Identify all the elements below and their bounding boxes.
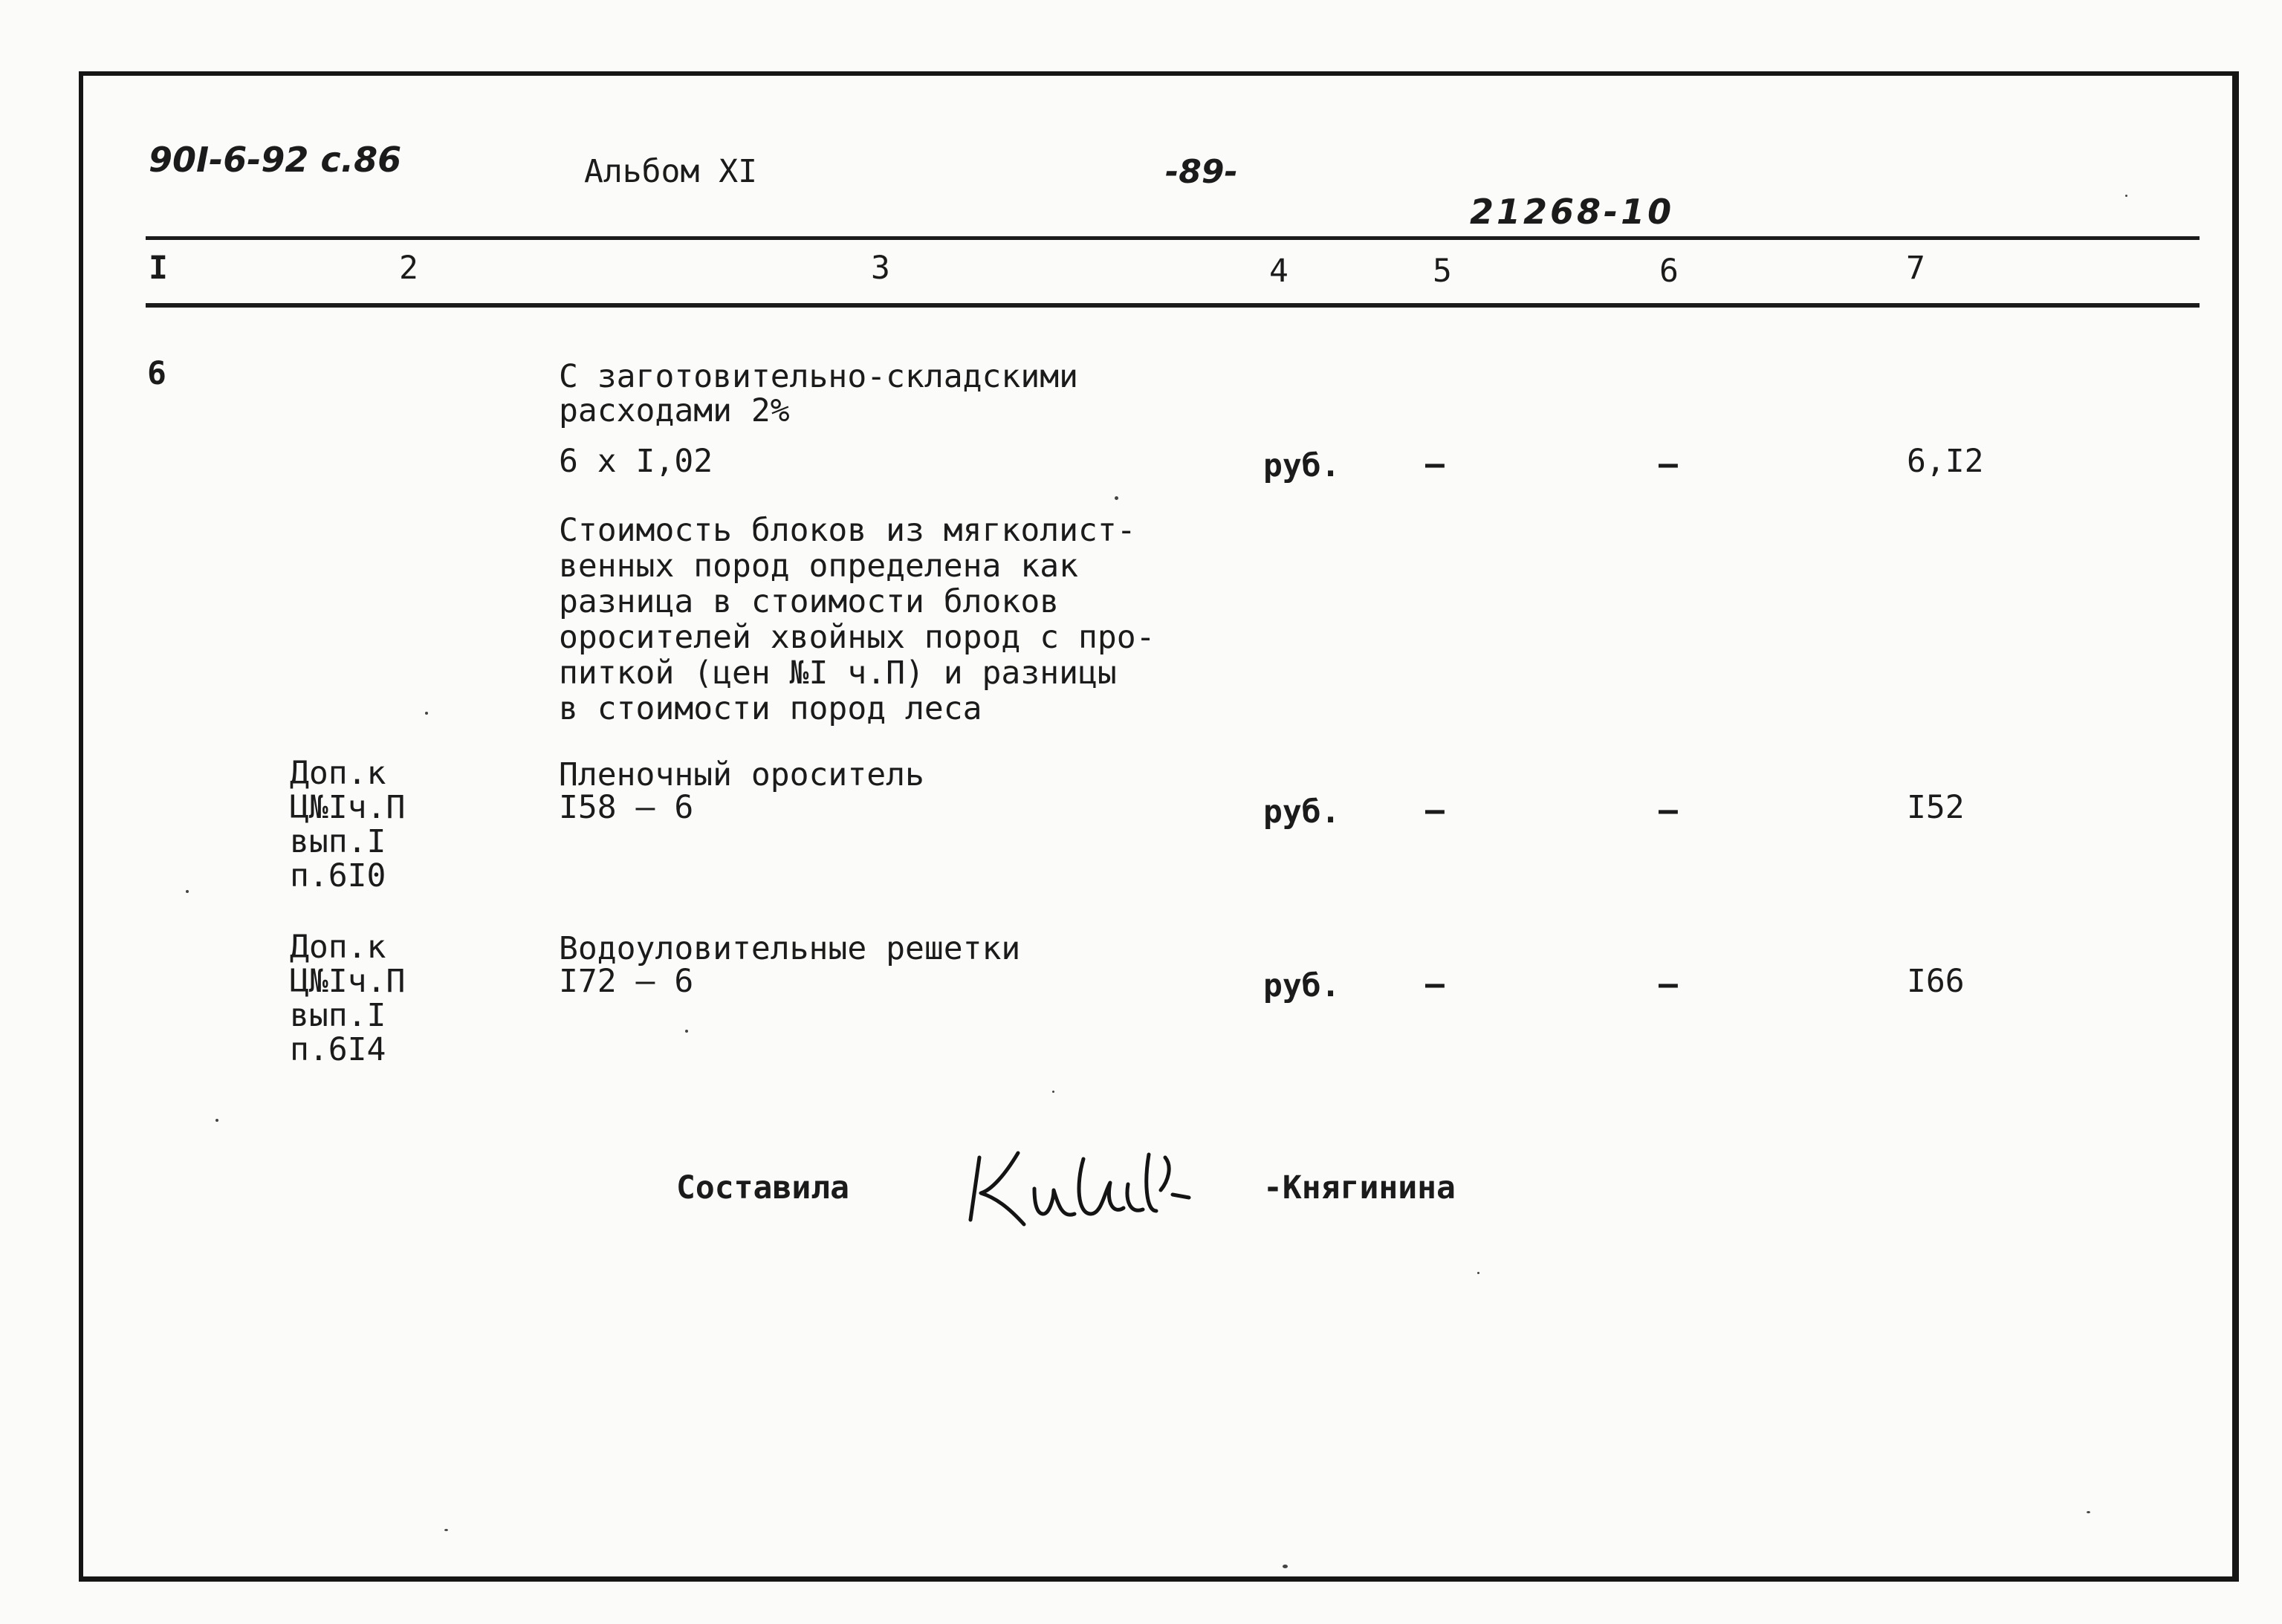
- column-header-4: 4: [1269, 253, 1289, 290]
- header-top-rule: [146, 236, 2200, 240]
- row-2-col6: –: [1659, 792, 1678, 829]
- row-3-unit: руб.: [1263, 967, 1341, 1004]
- row-3-reference: Доп.к Ц№Iч.П вып.I п.6I4: [290, 929, 406, 1068]
- row-2-reference: Доп.к Ц№Iч.П вып.I п.6I0: [290, 755, 406, 894]
- scan-speck: [2087, 1511, 2090, 1513]
- scan-speck: [1283, 1565, 1288, 1568]
- handwritten-signature: [966, 1137, 1263, 1233]
- row-1-col5: –: [1425, 446, 1445, 483]
- row-2-name: Пленочный ороситель: [559, 756, 924, 793]
- compiled-by-label: Составила: [676, 1169, 849, 1206]
- row-3-col6: –: [1659, 966, 1678, 1003]
- scan-speck: [444, 1529, 448, 1531]
- compiler-name: -Княгинина: [1263, 1169, 1456, 1206]
- note-paragraph: Стоимость блоков из мягколист- венных пород определена как разница в стоимости блоков оросителей хвойных пород с про- питкой (цен №I ч.П) и разницы в стоимости пород леса: [559, 512, 1155, 727]
- column-header-5: 5: [1433, 253, 1452, 290]
- row-3-col5: –: [1425, 966, 1445, 1003]
- row-1-number: 6: [147, 355, 166, 392]
- column-header-2: 2: [399, 250, 418, 287]
- row-1-value: 6,I2: [1907, 443, 1984, 480]
- row-2-col5: –: [1425, 792, 1445, 829]
- scan-speck: [685, 1030, 688, 1033]
- scan-speck: [1052, 1091, 1054, 1093]
- column-header-7: 7: [1906, 250, 1925, 287]
- row-2-formula: I58 – 6: [559, 789, 694, 826]
- row-3-value: I66: [1907, 963, 1965, 1000]
- page-number: -89-: [1165, 153, 1238, 191]
- row-1-formula: 6 х I,02: [559, 443, 713, 480]
- scan-speck: [425, 712, 428, 715]
- column-header-3: 3: [871, 250, 890, 287]
- scan-speck: [215, 1119, 218, 1122]
- document-code: 90I-6-92 с.86: [149, 140, 402, 180]
- column-header-1: I: [149, 250, 168, 287]
- row-3-formula: I72 – 6: [559, 963, 694, 1000]
- scan-speck: [2125, 195, 2127, 197]
- row-1-unit: руб.: [1263, 447, 1341, 484]
- scan-speck: [186, 890, 189, 893]
- column-header-6: 6: [1659, 253, 1679, 290]
- album-label: Альбом XI: [584, 153, 757, 190]
- row-3-name: Водоуловительные решетки: [559, 930, 1021, 967]
- row-1-description: С заготовительно-складскими расходами 2%: [559, 358, 1078, 429]
- header-bottom-rule: [146, 303, 2200, 308]
- row-1-col6: –: [1659, 446, 1678, 483]
- project-number: 21268-10: [1470, 192, 1675, 232]
- row-2-unit: руб.: [1263, 793, 1341, 831]
- row-2-value: I52: [1907, 789, 1965, 826]
- scan-speck: [1477, 1272, 1479, 1274]
- scan-speck: [1115, 496, 1118, 500]
